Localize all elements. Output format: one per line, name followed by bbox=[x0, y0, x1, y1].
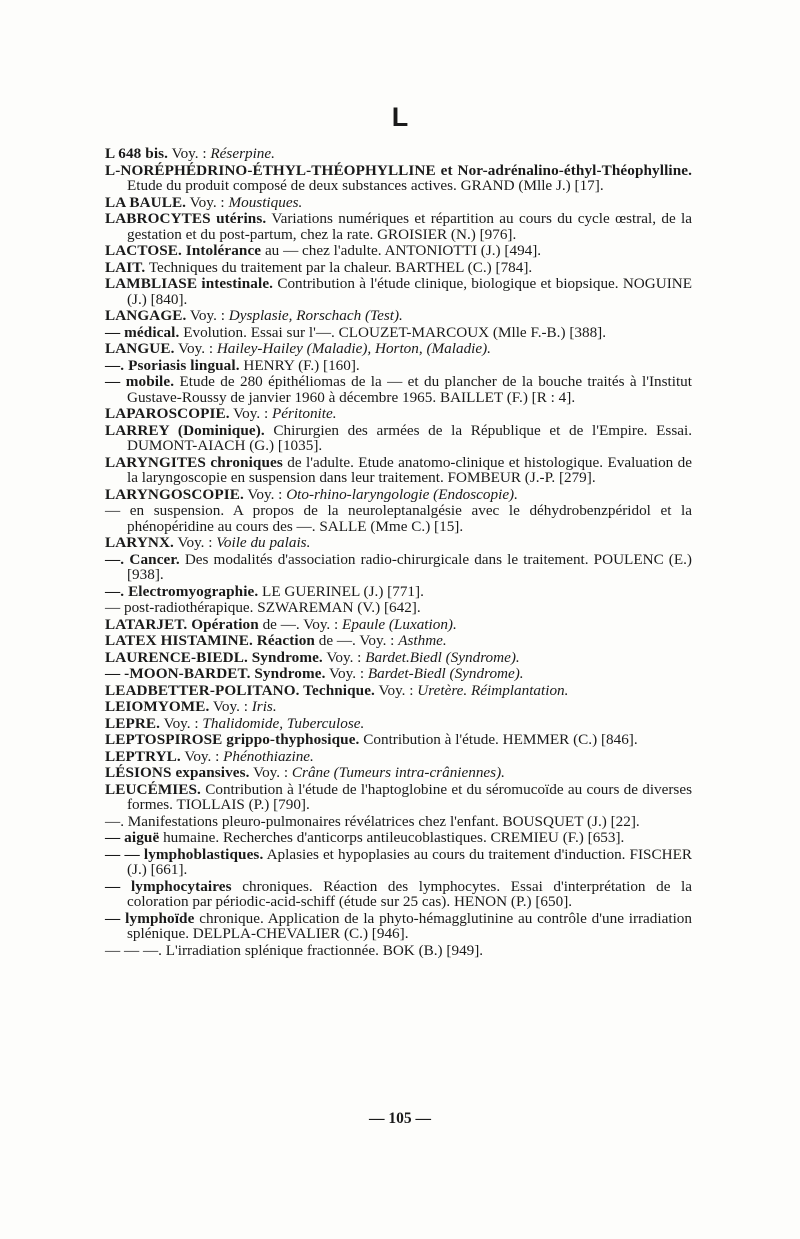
entry: — — lymphoblastiques. Aplasies et hypoplasies au cours du traitement d'induction. FISCHER (J.) [661]. bbox=[105, 845, 692, 878]
entry: LEIOMYOME. Voy. : Iris. bbox=[105, 698, 277, 715]
entry: LAIT. Techniques du traitement par la chaleur. BARTHEL (C.) [784]. bbox=[105, 258, 533, 276]
entry: LANGUE. Voy. : Hailey-Hailey (Maladie), Horton, (Maladie). bbox=[105, 340, 491, 357]
entry: — -MOON-BARDET. Syndrome. Voy. : Bardet-Biedl (Syndrome). bbox=[105, 665, 524, 682]
entry: LATEX HISTAMINE. Réaction de —. Voy. : Asthme. bbox=[105, 632, 447, 649]
entry: L-NORÉPHÉDRINO-ÉTHYL-THÉOPHYLLINE et Nor-adrénalino-éthyl-Théophylline. Etude du produit composé de deux substances actives. GRAND (Mlle J.) [17]. bbox=[105, 161, 692, 194]
section-letter: L bbox=[391, 102, 409, 132]
entry: —. Electromyographie. LE GUERINEL (J.) [771]. bbox=[105, 582, 424, 600]
entry: LARYNGOSCOPIE. Voy. : Oto-rhino-laryngologie (Endoscopie). bbox=[105, 485, 518, 503]
page-number: — 105 — bbox=[369, 1110, 431, 1127]
entry: LEADBETTER-POLITANO. Technique. Voy. : Uretère. Réimplantation. bbox=[105, 681, 569, 699]
entry: —. Psoriasis lingual. HENRY (F.) [160]. bbox=[105, 356, 360, 374]
entry: LACTOSE. Intolérance au — chez l'adulte. ANTONIOTTI (J.) [494]. bbox=[105, 242, 542, 259]
entry: —. Cancer. Des modalités d'association radio-chirurgicale dans le traitement. POULENC (E.) [938]. bbox=[105, 550, 692, 583]
entry: LA BAULE. Voy. : Moustiques. bbox=[105, 193, 303, 211]
entry: LARREY (Dominique). Chirurgien des armées de la République et de l'Empire. Essai. DUMONT-AIACH (G.) [1035]. bbox=[105, 421, 692, 454]
entry: LATARJET. Opération de —. Voy. : Epaule (Luxation). bbox=[105, 615, 457, 633]
entry: — — —. L'irradiation splénique fractionnée. BOK (B.) [949]. bbox=[105, 941, 484, 959]
entry: LABROCYTES utérins. Variations numériques et répartition au cours du cycle œstral, de la gestation et du post-partum, chez la rate. GROISIER (N.) [976]. bbox=[105, 210, 692, 243]
entry: — mobile. Etude de 280 épithéliomas de la — et du plancher de la bouche traités à l'Institut Gustave-Roussy de janvier 1960 à décembre 1965. BAILLET (F.) [R : 4]. bbox=[105, 373, 692, 406]
entry: — lymphoïde chronique. Application de la phyto-hémagglutinine au contrôle d'une irradiation splénique. DELPLA-CHEVALIER (C.) [946]. bbox=[105, 909, 692, 942]
entry: LÉSIONS expansives. Voy. : Crâne (Tumeurs intra-crâniennes). bbox=[105, 764, 505, 781]
entry-list bbox=[105, 146, 692, 959]
entry: LAURENCE-BIEDL. Syndrome. Voy. : Bardet.Biedl (Syndrome). bbox=[105, 648, 520, 666]
entry: LAPAROSCOPIE. Voy. : Péritonite. bbox=[105, 405, 337, 422]
entry: — aiguë humaine. Recherches d'anticorps antileucoblastiques. CREMIEU (F.) [653]. bbox=[105, 829, 625, 846]
entry: —. Manifestations pleuro-pulmonaires révélatrices chez l'enfant. BOUSQUET (J.) [22]. bbox=[105, 812, 640, 830]
entry: — en suspension. A propos de la neuroleptanalgésie avec le déhydrobenzpéridol et la phénopéridine au cours des —. SALLE (Mme C.) [15]. bbox=[105, 502, 692, 535]
entry: LEPTOSPIROSE grippo-thyphosique. Contribution à l'étude. HEMMER (C.) [846]. bbox=[105, 731, 638, 748]
entry: — lymphocytaires chroniques. Réaction des lymphocytes. Essai d'interprétation de la coloration par périodic-acid-schiff (étude sur 25 cas). HENON (P.) [650]. bbox=[105, 877, 693, 910]
entry: LEUCÉMIES. Contribution à l'étude de l'haptoglobine et du séromucoïde au cours de diverses formes. TIOLLAIS (P.) [790]. bbox=[105, 780, 692, 813]
entry: LEPTRYL. Voy. : Phénothiazine. bbox=[105, 747, 314, 765]
entry: LARYNX. Voy. : Voile du palais. bbox=[105, 534, 311, 551]
entry: — post-radiothérapique. SZWAREMAN (V.) [642]. bbox=[105, 599, 421, 616]
entry: LAMBLIASE intestinale. Contribution à l'étude clinique, biologique et biopsique. NOGUINE (J.) [840]. bbox=[105, 275, 693, 308]
entry: LANGAGE. Voy. : Dysplasie, Rorschach (Test). bbox=[105, 307, 403, 324]
entry: LEPRE. Voy. : Thalidomide, Tuberculose. bbox=[105, 714, 365, 732]
entry: LARYNGITES chroniques de l'adulte. Etude anatomo-clinique et histologique. Evaluation de la laryngoscopie en suspension dans leur traitement. FOMBEUR (J.-P. [279]. bbox=[105, 453, 692, 486]
entry: — médical. Evolution. Essai sur l'—. CLOUZET-MARCOUX (Mlle F.-B.) [388]. bbox=[105, 323, 607, 341]
entry: L 648 bis. Voy. : Réserpine. bbox=[105, 145, 275, 162]
